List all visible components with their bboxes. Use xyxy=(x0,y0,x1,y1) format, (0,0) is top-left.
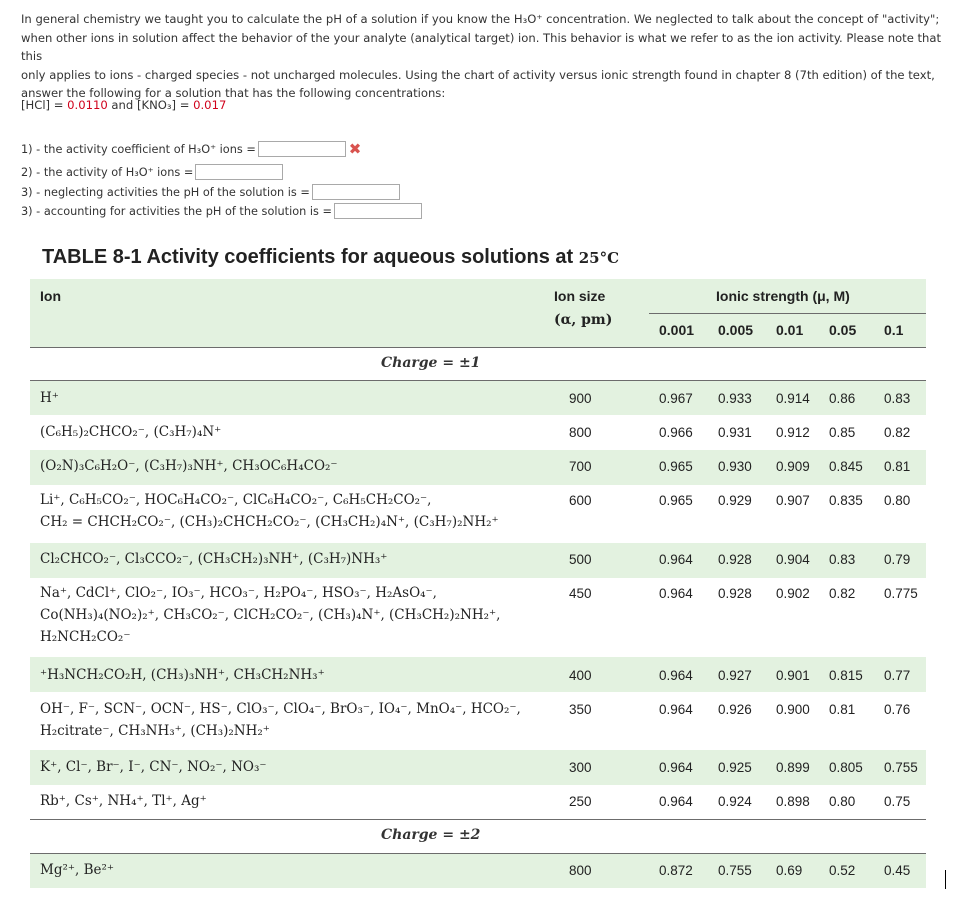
problem-statement xyxy=(21,10,951,103)
activity-coefficient-cell: 0.45 xyxy=(884,863,911,878)
activity-coefficient-cell: 0.80 xyxy=(829,794,856,809)
activity-coefficient-cell: 0.81 xyxy=(884,459,911,474)
ion-size-cell: 900 xyxy=(569,391,592,406)
activity-coefficient-cell: 0.52 xyxy=(829,863,856,878)
activity-coefficient-cell: 0.79 xyxy=(884,552,911,567)
activity-input[interactable] xyxy=(195,164,283,180)
header-bottom-line xyxy=(30,347,926,348)
ion-size-cell: 250 xyxy=(569,794,592,809)
ion-line: (O₂N)₃C₆H₂O⁻, (C₃H₇)₃NH⁺, CH₃OC₆H₄CO₂⁻ xyxy=(40,458,338,474)
activity-coefficient-cell: 0.931 xyxy=(718,425,752,440)
concentrations xyxy=(21,98,226,112)
ion-cell xyxy=(40,698,521,742)
table-title: TABLE 8-1 Activity coefficients for aqueous solutions at 25°C xyxy=(42,246,620,268)
ion-cell xyxy=(40,790,207,812)
ion-line: H₂citrate⁻, CH₃NH₃⁺, (CH₃)₂NH₂⁺ xyxy=(40,723,270,739)
intro-line-3: only applies to ions - charged species - not uncharged molecules. Using the chart of activity versus ionic strength found in chapter 8 (7th edition) of the text, xyxy=(21,67,935,82)
ion-line: H⁺ xyxy=(40,390,59,406)
kno3-value: 0.017 xyxy=(193,98,227,112)
activity-coefficient-cell: 0.755 xyxy=(718,863,752,878)
ph-with-activities-input[interactable] xyxy=(334,203,422,219)
hcl-label: [HCl] = xyxy=(21,98,68,112)
header-strength-1: 0.005 xyxy=(718,322,754,338)
activity-coefficient-cell: 0.928 xyxy=(718,586,752,601)
ion-line: CH₂ = CHCH₂CO₂⁻, (CH₃)₂CHCH₂CO₂⁻, (CH₃CH₂)₄N⁺, (C₃H₇)₂NH₂⁺ xyxy=(40,514,499,530)
question-1 xyxy=(21,139,361,159)
activity-coefficient-cell: 0.929 xyxy=(718,493,752,508)
question-2-label: 2) - the activity of H₃O⁺ ions = xyxy=(21,165,194,179)
activity-coefficient-cell: 0.86 xyxy=(829,391,856,406)
question-2 xyxy=(21,162,283,182)
activity-coefficient-cell: 0.904 xyxy=(776,552,810,567)
ion-size-cell: 500 xyxy=(569,552,592,567)
activity-coefficient-cell: 0.902 xyxy=(776,586,810,601)
activity-coefficient-cell: 0.805 xyxy=(829,760,863,775)
kno3-label: [KNO₃] = xyxy=(136,98,194,112)
activity-coefficient-cell: 0.83 xyxy=(829,552,856,567)
activity-coefficient-cell: 0.927 xyxy=(718,668,752,683)
ion-cell xyxy=(40,756,267,778)
ion-cell xyxy=(40,489,499,533)
and-text: and xyxy=(107,98,137,112)
activity-coefficient-cell: 0.76 xyxy=(884,702,911,717)
ion-size-cell: 800 xyxy=(569,425,592,440)
question-3-label: 3) - neglecting activities the pH of the solution is = xyxy=(21,185,310,199)
activity-coefficient-cell: 0.901 xyxy=(776,668,810,683)
charge-2-label: Charge = ±2 xyxy=(381,827,481,843)
hcl-value: 0.0110 xyxy=(67,98,108,112)
activity-coefficient-cell: 0.755 xyxy=(884,760,918,775)
question-4 xyxy=(21,201,422,221)
ion-line: Cl₂CHCO₂⁻, Cl₃CCO₂⁻, (CH₃CH₂)₃NH⁺, (C₃H₇)NH₃⁺ xyxy=(40,551,388,567)
ion-line: ⁺H₃NCH₂CO₂H, (CH₃)₃NH⁺, CH₃CH₂NH₃⁺ xyxy=(40,667,325,683)
ion-size-cell: 300 xyxy=(569,760,592,775)
activity-coefficient-cell: 0.907 xyxy=(776,493,810,508)
header-strength-0: 0.001 xyxy=(659,322,695,338)
charge2-divider-line xyxy=(30,853,926,854)
activity-coefficient-cell: 0.81 xyxy=(829,702,856,717)
activity-coefficient-cell: 0.872 xyxy=(659,863,693,878)
activity-coefficient-cell: 0.909 xyxy=(776,459,810,474)
activity-coefficient-cell: 0.964 xyxy=(659,552,693,567)
ion-line: OH⁻, F⁻, SCN⁻, OCN⁻, HS⁻, ClO₃⁻, ClO₄⁻, BrO₃⁻, IO₄⁻, MnO₄⁻, HCO₂⁻, xyxy=(40,701,521,717)
activity-coefficient-cell: 0.925 xyxy=(718,760,752,775)
activity-coefficient-cell: 0.815 xyxy=(829,668,863,683)
header-ion: Ion xyxy=(40,288,61,304)
activity-coefficient-cell: 0.964 xyxy=(659,760,693,775)
activity-coefficient-cell: 0.75 xyxy=(884,794,911,809)
ion-size-cell: 350 xyxy=(569,702,592,717)
activity-coefficient-cell: 0.965 xyxy=(659,459,693,474)
activity-coefficient-cell: 0.80 xyxy=(884,493,911,508)
header-strength-2: 0.01 xyxy=(776,322,804,338)
activity-coefficient-cell: 0.965 xyxy=(659,493,693,508)
charge-1-label: Charge = ±1 xyxy=(381,355,481,371)
activity-coefficient-cell: 0.912 xyxy=(776,425,810,440)
activity-coefficient-cell: 0.933 xyxy=(718,391,752,406)
ion-line: (C₆H₅)₂CHCO₂⁻, (C₃H₇)₄N⁺ xyxy=(40,424,222,440)
ion-line: H₂NCH₂CO₂⁻ xyxy=(40,629,131,645)
header-ion-size: Ion size xyxy=(554,288,606,304)
charge2-top-line xyxy=(30,819,926,820)
activity-coefficient-cell: 0.845 xyxy=(829,459,863,474)
activity-coefficient-cell: 0.775 xyxy=(884,586,918,601)
activity-coefficient-cell: 0.82 xyxy=(829,586,856,601)
strength-subheader-line xyxy=(649,313,926,314)
activity-coefficient-cell: 0.966 xyxy=(659,425,693,440)
activity-coefficient-cell: 0.964 xyxy=(659,586,693,601)
ion-line: Li⁺, C₆H₅CO₂⁻, HOC₆H₄CO₂⁻, ClC₆H₄CO₂⁻, C₆H₅CH₂CO₂⁻, xyxy=(40,492,432,508)
activity-coefficient-cell: 0.83 xyxy=(884,391,911,406)
activity-coefficient-cell: 0.900 xyxy=(776,702,810,717)
header-strength-3: 0.05 xyxy=(829,322,857,338)
question-4-label: 3) - accounting for activities the pH of the solution is = xyxy=(21,204,332,218)
activity-coefficient-cell: 0.914 xyxy=(776,391,810,406)
ion-cell xyxy=(40,387,59,409)
intro-line-1: In general chemistry we taught you to calculate the pH of a solution if you know the H₃O⁺ concentration. We neglected to talk about the concept of "activity"; xyxy=(21,12,940,26)
activity-coefficient-cell: 0.69 xyxy=(776,863,803,878)
text-cursor xyxy=(945,870,946,889)
ion-cell xyxy=(40,421,221,443)
activity-coefficient-cell: 0.967 xyxy=(659,391,693,406)
activity-coefficient-cell: 0.964 xyxy=(659,702,693,717)
activity-coefficient-cell: 0.928 xyxy=(718,552,752,567)
incorrect-x-icon: ✖ xyxy=(348,140,362,158)
ion-line: Mg²⁺, Be²⁺ xyxy=(40,862,115,878)
ion-size-cell: 700 xyxy=(569,459,592,474)
ion-size-cell: 450 xyxy=(569,586,592,601)
ion-line: Rb⁺, Cs⁺, NH₄⁺, Tl⁺, Ag⁺ xyxy=(40,793,207,809)
ion-cell xyxy=(40,582,500,648)
activity-coefficient-cell: 0.77 xyxy=(884,668,911,683)
intro-line-4: answer the following for a solution that has the following concentrations: xyxy=(21,86,446,100)
ion-line: K⁺, Cl⁻, Br⁻, I⁻, CN⁻, NO₂⁻, NO₃⁻ xyxy=(40,759,267,775)
activity-coefficient-cell: 0.898 xyxy=(776,794,810,809)
activity-coefficient-cell: 0.964 xyxy=(659,668,693,683)
activity-coefficient-input[interactable] xyxy=(258,141,346,157)
ion-cell xyxy=(40,455,338,477)
activity-coefficient-cell: 0.835 xyxy=(829,493,863,508)
question-3 xyxy=(21,182,400,202)
activity-coefficient-cell: 0.930 xyxy=(718,459,752,474)
ion-size-cell: 600 xyxy=(569,493,592,508)
ion-cell xyxy=(40,859,114,881)
activity-coefficient-cell: 0.964 xyxy=(659,794,693,809)
table-title-temperature: 25°C xyxy=(578,249,620,267)
activity-coefficient-cell: 0.82 xyxy=(884,425,911,440)
ion-line: Na⁺, CdCl⁺, ClO₂⁻, IO₃⁻, HCO₃⁻, H₂PO₄⁻, HSO₃⁻, H₂AsO₄⁻, xyxy=(40,585,437,601)
ion-size-cell: 400 xyxy=(569,668,592,683)
charge1-divider-line xyxy=(30,380,926,381)
header-strength-4: 0.1 xyxy=(884,322,904,338)
question-1-label: 1) - the activity coefficient of H₃O⁺ ions = xyxy=(21,142,256,156)
activity-coefficient-cell: 0.924 xyxy=(718,794,752,809)
ion-line: Co(NH₃)₄(NO₂)₂⁺, CH₃CO₂⁻, ClCH₂CO₂⁻, (CH₃)₄N⁺, (CH₃CH₂)₂NH₂⁺, xyxy=(40,607,501,623)
header-ion-size-unit: (α, pm) xyxy=(554,312,613,328)
activity-coefficient-cell: 0.926 xyxy=(718,702,752,717)
activity-coefficient-cell: 0.85 xyxy=(829,425,856,440)
ion-cell xyxy=(40,548,387,570)
ph-neglecting-activities-input[interactable] xyxy=(312,184,400,200)
intro-line-2: when other ions in solution affect the behavior of the your analyte (analytical target) ion. This behavior is what we refer to as the ion activity. Please note that this xyxy=(21,30,942,63)
activity-coefficient-cell: 0.899 xyxy=(776,760,810,775)
header-ionic-strength: Ionic strength (μ, M) xyxy=(716,288,850,304)
ion-cell xyxy=(40,664,325,686)
ion-size-cell: 800 xyxy=(569,863,592,878)
